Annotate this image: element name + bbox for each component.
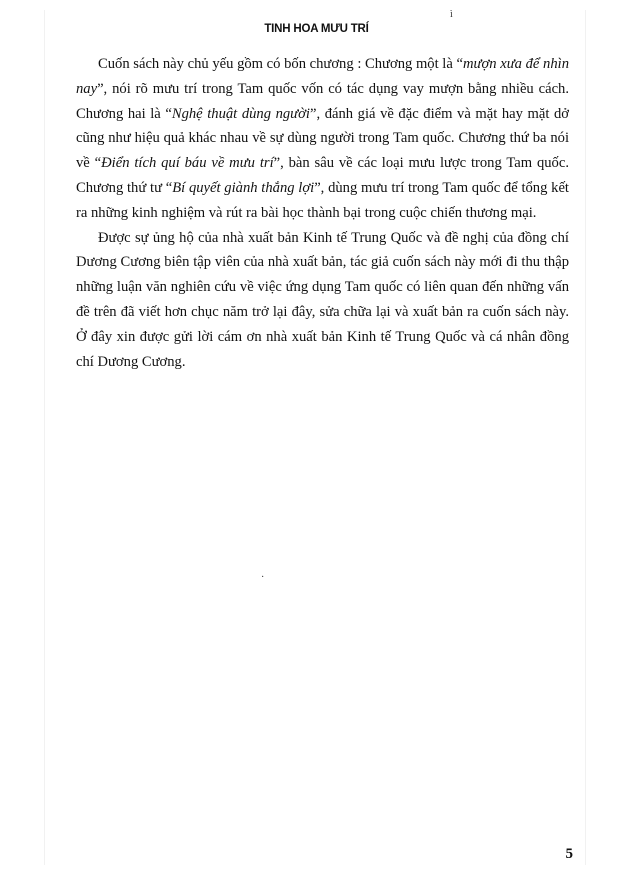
chapter-title: Nghệ thuật dùng người [171, 105, 310, 122]
paragraph-text: Được sự ủng hộ của nhà xuất bản Kinh tế Trung Quốc và đề nghị của đồng chí Dương Cương biên tập viên của nhà xuất bản, tác giả cuốn sách này mới đi thu thập những luận văn nghiên cứu về việc ứng dụng Tam quốc có liên quan đến những vấn đề trên đã viết hơn chục năm trở lại đây, sửa chữa lại và xuất bản ra cuốn sách này. Ở đây xin được gửi lời cám ơn nhà xuất bản Kinh tế Trung Quốc và cá nhân đồng chí Dương Cương. [76, 229, 569, 370]
scan-dot: · [261, 572, 265, 583]
chapter-title: mượn xưa để nhìn nay [76, 56, 570, 97]
paragraph-text: ”, nói rõ mưu trí trong Tam quốc vốn có tác dụng vay mượn bằng nhiều cách. Chương hai là “ [76, 80, 569, 122]
chapter-title: Bí quyết giành thắng lợi [172, 179, 315, 196]
running-title: TINH HOA MƯU TRÍ [264, 23, 369, 35]
paragraph-2 [76, 226, 569, 375]
body-text [76, 52, 569, 374]
paragraph-text: Cuốn sách này chủ yếu gồm có bốn chương : Chương một là “ [98, 56, 463, 72]
paragraph-text: ”, dùng mưu trí trong Tam quốc để tổng kết ra những kinh nghiệm và rút ra bài học thành bại trong cuộc chiến thương mại. [76, 179, 569, 221]
paragraph-text: ”, đánh giá về đặc điểm và mặt hay mặt dở cũng như hiệu quả khác nhau về sự dùng người trong Tam quốc. Chương thứ ba nói về “ [76, 105, 569, 172]
chapter-title: Điển tích quí báu về mưu trí [101, 155, 274, 172]
scan-speck: ì [450, 9, 453, 20]
page-number: 5 [565, 846, 573, 862]
paragraph-text: ”, bàn sâu về các loại mưu lược trong Tam quốc. Chương thứ tư “ [76, 155, 569, 196]
paragraph-1 [76, 52, 569, 226]
